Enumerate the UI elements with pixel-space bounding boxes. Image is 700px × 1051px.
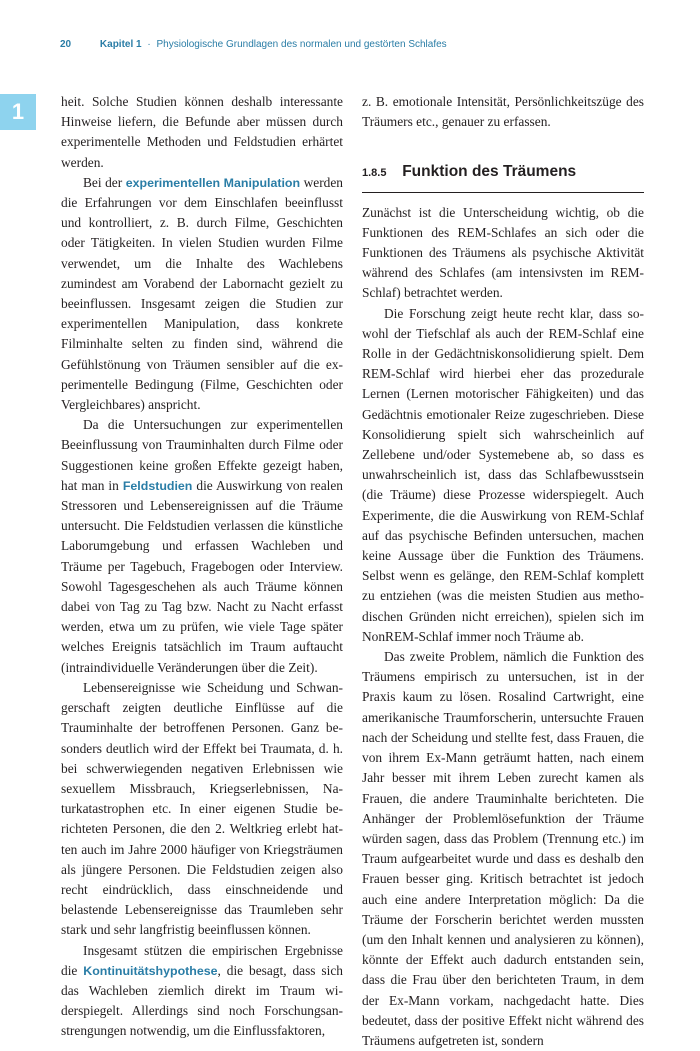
text-run: Da die Untersuchungen zur experimentellen Beeinflussung von Trauminhalten durch Filme oder Suggestionen keine großen Effekte gezeigt haben, hat man in (61, 417, 343, 493)
left-column (61, 92, 343, 1042)
header-separator: · (147, 39, 151, 50)
key-term-experimental-manipulation: experimentellen Manipulation (125, 175, 301, 190)
right-column (362, 92, 644, 1051)
paragraph (61, 941, 343, 1042)
chapter-title: Physiologische Grundlagen des normalen und gestörten Schlafes (156, 39, 447, 50)
paragraph: Lebensereignisse wie Scheidung und Schwangerschaft zeigten deutliche Einflüsse auf die Trauminhalte der betroffenen Personen. Ganz besonders deutlich wird der Effekt bei Traumata, d. h. bei schwerwiegenden negativen Erlebnissen wie sexuellem Missbrauch, Kriegserlebnissen, Naturkatastrophen etc. In einer eigenen Studie berichteten Personen, die den 2. Weltkrieg erlebt hatten auch im Jahre 2000 häufiger von Kriegsträumen als jüngere Personen. Die Feldstudien zeigen also recht eindrücklich, dass einschneidende und belastende Lebensereignisse das Traumleben sehr stark und sehr langfristig beeinflussen können. (61, 679, 343, 938)
text-run: , die besagt, dass sich das Wachleben ziemlich direkt im Traum widerspiegelt. Allerdings sind noch Forschungsanstrengungen notwendig, um die Einflussfaktoren, (61, 962, 343, 1039)
paragraph: z. B. emotionale Intensität, Persönlichkeitszüge des Träumers etc., genauer zu erfassen. (362, 94, 644, 130)
key-term-continuity-hypothesis: Kontinuitätshypothese (83, 963, 218, 978)
text-run: werden die Erfahrungen vor dem Einschlafen beeinflusst und kontrolliert, z. B. durch Filme, Geschichten oder Tätigkeiten. In vielen Studien wurden Filme verwendet, um die Inhalte des Wachlebens zumindest am Vorabend der Labornacht gezielt zu beeinflussen. Insgesamt zeigen die Studien zur experimentellen Manipulation, dass konkrete Filminhalte selten zu finden sind, während die Gefühlstönung von Träumen sensibler auf die experimentelle Bedingung (Filme, Geschichten oder Vergleichbares) anspricht. (61, 174, 343, 413)
chapter-tab: 1 (0, 94, 36, 130)
section-number: 1.8.5 (362, 167, 387, 180)
text-run: Bei der (83, 174, 126, 190)
page-number: 20 (60, 39, 72, 50)
paragraph: Zunächst ist die Unterscheidung wichtig, ob die Funktionen des REM-Schlafes an sich oder die Funktionen des Träumens als psychische Aktivität während des Schlafes (am intensivsten im REM-Schlaf) betrachtet werden. (362, 204, 644, 301)
paragraph (61, 173, 343, 415)
paragraph (61, 415, 343, 678)
running-header (60, 39, 660, 50)
paragraph: heit. Solche Studien können deshalb interessante Hinweise liefern, die Befunde aber müssen durch experimentelle Methoden und Feldstudien erhärtet werden. (61, 94, 343, 170)
text-run: die Auswirkung von realen Stressoren und Lebensereignissen auf die Träume untersucht. Die Feldstudien verlassen die künstliche Laborumgebung und erfassen Wachleben und Träume per Tagebuch, Fragebogen oder Interview. Sowohl Tagesgeschehen als auch Träume können dabei von Tag zu Tag bzw. Nacht zu Nacht erfasst werden, etwa um zu prüfen, wie viele Tage später welches Ereignis tatsächlich im Traum auftaucht (intraindividuelle Veränderungen über die Zeit). (61, 477, 344, 675)
paragraph: Die Forschung zeigt heute recht klar, dass sowohl der Tiefschlaf als auch der REM-Schlaf eine Rolle in der Gedächtniskonsolidierung spielt. Dem REM-Schlaf wird hierbei eher das prozedurale Lernen (Lernen motorischer Fähigkeiten) und das Gedächtnis emotionaler Reize zugeschrieben. Diese Konsolidierung spielt sich wahrscheinlich auf Zellebene und/oder Systemebene ab, so dass es unwahrscheinlich ist, dass das Schlafbewusstsein (die Träume) diese Prozesse widerspiegelt. Auch Experimente, die die Auswirkung von REM-Schlaf auf das psychische Befinden untersuchen, machen keine Aussage über die Funktion des Träumens. Selbst wenn es gelänge, den REM-Schlaf komplett zu entziehen (was die meisten Studien aus methodischen Gründen nicht erreichen), spielen sich im NonREM-Schlaf immer noch Träume ab. (362, 305, 644, 644)
heading-spacer (362, 193, 644, 203)
key-term-field-studies: Feldstudien (122, 478, 193, 493)
paragraph: Das zweite Problem, nämlich die Funktion des Träumens empirisch zu untersuchen, ist in der Praxis kaum zu lösen. Rosalind Cartwright, eine amerikanische Traumforscherin, untersuchte Frauen nach der Scheidung und stellte fest, dass Frauen, die von ihrem Ex-Mann geträumt hatten, nach einem Jahr besser mit ihrem Leben zurecht kamen als Frauen, die andere Trauminhalte berichteten. Die Anhänger der Problemlösefunktion der Träume würden sagen, dass das Problem (Trennung etc.) im Traum aufgearbeitet wurde und dass es deshalb den Frauen besser ging. Kritisch betrachtet ist jedoch auch eine andere Interpretation möglich: Da die Träume der Forscherin berichtet werden mussten (um den Inhalt kennen und analysieren zu können), könnte der Effekt auch dadurch entstanden sein, dass die Frau über den berichteten Traum, in dem der Ex-Mann vorkam, nachgedacht hatte. Dies bedeutet, dass der positive Effekt nicht während des Träumens aufgetreten ist, sondern (362, 649, 644, 1048)
text-run: Insgesamt stützen die empirischen Ergebnisse die (61, 942, 343, 978)
section-heading (362, 162, 644, 192)
section-title: Funktion des Träumens (402, 163, 577, 181)
chapter-label: Kapitel 1 (99, 39, 142, 50)
